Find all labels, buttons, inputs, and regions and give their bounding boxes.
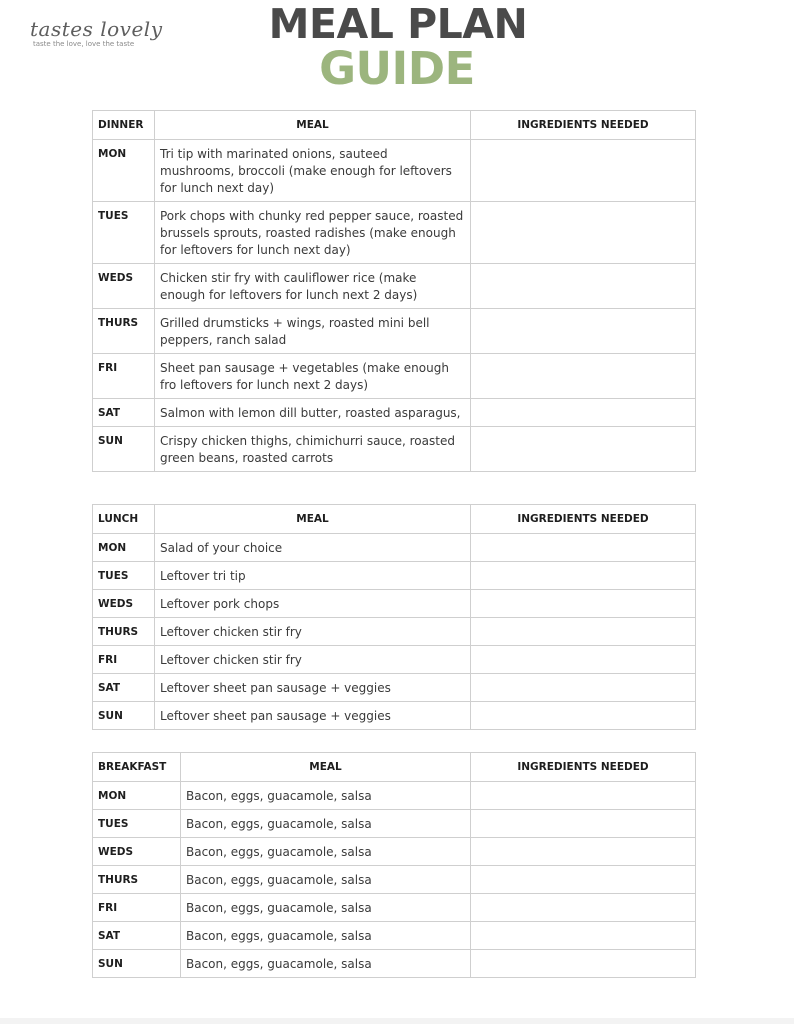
table-row bbox=[93, 838, 696, 866]
meal-cell: Grilled drumsticks + wings, roasted mini bell peppers, ranch salad bbox=[155, 309, 471, 354]
day-cell: THURS bbox=[93, 309, 155, 354]
table-row bbox=[93, 590, 696, 618]
meal-column-header: MEAL bbox=[181, 753, 471, 782]
meal-cell: Salad of your choice bbox=[155, 534, 471, 562]
ingredients-column-header: INGREDIENTS NEEDED bbox=[471, 753, 696, 782]
table-label: BREAKFAST bbox=[93, 753, 181, 782]
meal-cell: Crispy chicken thighs, chimichurri sauce, roasted green beans, roasted carrots bbox=[155, 427, 471, 472]
meal-cell: Leftover sheet pan sausage + veggies bbox=[155, 702, 471, 730]
table-row bbox=[93, 810, 696, 838]
meal-cell: Leftover chicken stir fry bbox=[155, 646, 471, 674]
ingredients-cell[interactable] bbox=[471, 309, 696, 354]
ingredients-cell[interactable] bbox=[471, 618, 696, 646]
table-row bbox=[93, 950, 696, 978]
table-row bbox=[93, 894, 696, 922]
ingredients-cell[interactable] bbox=[471, 264, 696, 309]
ingredients-cell[interactable] bbox=[471, 534, 696, 562]
ingredients-cell[interactable] bbox=[471, 140, 696, 202]
meal-cell: Bacon, eggs, guacamole, salsa bbox=[181, 838, 471, 866]
ingredients-cell[interactable] bbox=[471, 922, 696, 950]
day-cell: FRI bbox=[93, 646, 155, 674]
day-cell: THURS bbox=[93, 618, 155, 646]
table-header-row bbox=[93, 505, 696, 534]
day-cell: SUN bbox=[93, 702, 155, 730]
ingredients-cell[interactable] bbox=[471, 950, 696, 978]
table-row bbox=[93, 618, 696, 646]
meal-cell: Bacon, eggs, guacamole, salsa bbox=[181, 782, 471, 810]
title-line-2: GUIDE bbox=[319, 42, 475, 95]
day-cell: SAT bbox=[93, 922, 181, 950]
table-row bbox=[93, 562, 696, 590]
ingredients-cell[interactable] bbox=[471, 674, 696, 702]
table-row bbox=[93, 534, 696, 562]
table-header-row bbox=[93, 111, 696, 140]
ingredients-cell[interactable] bbox=[471, 782, 696, 810]
day-cell: MON bbox=[93, 534, 155, 562]
ingredients-cell[interactable] bbox=[471, 702, 696, 730]
table-row bbox=[93, 922, 696, 950]
meal-cell: Bacon, eggs, guacamole, salsa bbox=[181, 894, 471, 922]
meal-cell: Tri tip with marinated onions, sauteed mushrooms, broccoli (make enough for leftovers for lunch next day) bbox=[155, 140, 471, 202]
day-cell: SAT bbox=[93, 674, 155, 702]
meal-cell: Leftover chicken stir fry bbox=[155, 618, 471, 646]
table-row bbox=[93, 140, 696, 202]
table-row bbox=[93, 309, 696, 354]
meal-cell: Bacon, eggs, guacamole, salsa bbox=[181, 950, 471, 978]
meal-cell: Leftover pork chops bbox=[155, 590, 471, 618]
ingredients-cell[interactable] bbox=[471, 427, 696, 472]
dinner-table bbox=[92, 110, 696, 472]
ingredients-column-header: INGREDIENTS NEEDED bbox=[471, 111, 696, 140]
meal-column-header: MEAL bbox=[155, 505, 471, 534]
ingredients-cell[interactable] bbox=[471, 838, 696, 866]
page-title bbox=[0, 0, 794, 95]
table-label: LUNCH bbox=[93, 505, 155, 534]
table-row bbox=[93, 674, 696, 702]
meal-cell: Salmon with lemon dill butter, roasted asparagus, bbox=[155, 399, 471, 427]
ingredients-cell[interactable] bbox=[471, 202, 696, 264]
logo-tagline: taste the love, love the taste bbox=[33, 40, 135, 48]
meal-column-header: MEAL bbox=[155, 111, 471, 140]
ingredients-cell[interactable] bbox=[471, 590, 696, 618]
meal-cell: Bacon, eggs, guacamole, salsa bbox=[181, 810, 471, 838]
day-cell: FRI bbox=[93, 354, 155, 399]
table-row bbox=[93, 427, 696, 472]
ingredients-column-header: INGREDIENTS NEEDED bbox=[471, 505, 696, 534]
ingredients-cell[interactable] bbox=[471, 646, 696, 674]
day-cell: TUES bbox=[93, 202, 155, 264]
day-cell: WEDS bbox=[93, 838, 181, 866]
day-cell: WEDS bbox=[93, 590, 155, 618]
day-cell: THURS bbox=[93, 866, 181, 894]
table-label: DINNER bbox=[93, 111, 155, 140]
title-line-1: MEAL PLAN bbox=[268, 0, 528, 48]
day-cell: FRI bbox=[93, 894, 181, 922]
ingredients-cell[interactable] bbox=[471, 354, 696, 399]
table-row bbox=[93, 399, 696, 427]
day-cell: MON bbox=[93, 140, 155, 202]
page-bottom-band bbox=[0, 1018, 794, 1024]
ingredients-cell[interactable] bbox=[471, 866, 696, 894]
table-row bbox=[93, 202, 696, 264]
meal-cell: Pork chops with chunky red pepper sauce, roasted brussels sprouts, roasted radishes (make enough for leftovers for lunch next day) bbox=[155, 202, 471, 264]
table-row bbox=[93, 702, 696, 730]
table-row bbox=[93, 646, 696, 674]
ingredients-cell[interactable] bbox=[471, 562, 696, 590]
day-cell: TUES bbox=[93, 810, 181, 838]
table-row bbox=[93, 866, 696, 894]
lunch-table bbox=[92, 504, 696, 730]
table-row bbox=[93, 354, 696, 399]
day-cell: SUN bbox=[93, 950, 181, 978]
logo-name: tastes lovely bbox=[30, 17, 163, 41]
day-cell: WEDS bbox=[93, 264, 155, 309]
ingredients-cell[interactable] bbox=[471, 894, 696, 922]
table-row bbox=[93, 782, 696, 810]
meal-cell: Leftover sheet pan sausage + veggies bbox=[155, 674, 471, 702]
meal-cell: Chicken stir fry with cauliflower rice (make enough for leftovers for lunch next 2 days) bbox=[155, 264, 471, 309]
table-row bbox=[93, 264, 696, 309]
ingredients-cell[interactable] bbox=[471, 810, 696, 838]
ingredients-cell[interactable] bbox=[471, 399, 696, 427]
meal-cell: Leftover tri tip bbox=[155, 562, 471, 590]
day-cell: TUES bbox=[93, 562, 155, 590]
day-cell: SUN bbox=[93, 427, 155, 472]
breakfast-table bbox=[92, 752, 696, 978]
meal-cell: Bacon, eggs, guacamole, salsa bbox=[181, 922, 471, 950]
meal-cell: Sheet pan sausage + vegetables (make enough fro leftovers for lunch next 2 days) bbox=[155, 354, 471, 399]
day-cell: SAT bbox=[93, 399, 155, 427]
table-header-row bbox=[93, 753, 696, 782]
day-cell: MON bbox=[93, 782, 181, 810]
meal-cell: Bacon, eggs, guacamole, salsa bbox=[181, 866, 471, 894]
